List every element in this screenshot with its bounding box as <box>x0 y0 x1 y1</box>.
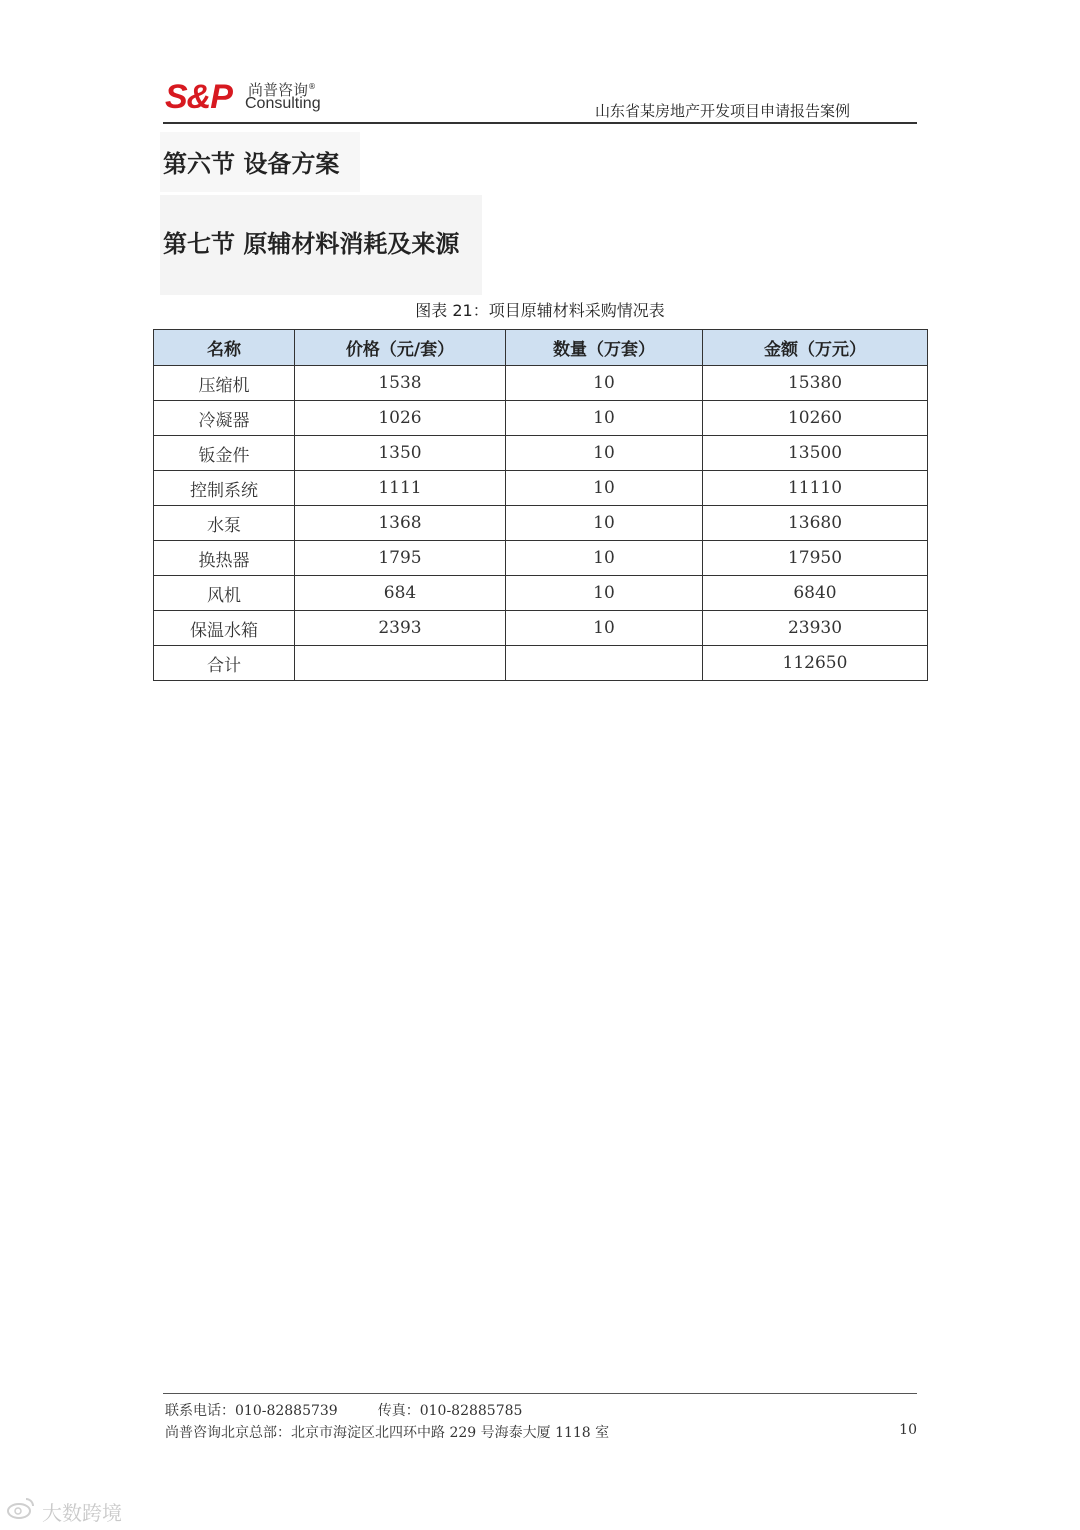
table-row <box>154 576 928 611</box>
registered-mark: ® <box>308 82 317 91</box>
watermark-text: 大数跨境 <box>42 1501 122 1525</box>
table-total-row <box>154 646 928 681</box>
header-quantity: 数量（万套） <box>506 330 703 366</box>
cell-quantity: 10 <box>506 506 703 541</box>
header-name: 名称 <box>154 330 295 366</box>
cell-price: 2393 <box>295 611 506 646</box>
materials-table <box>153 329 928 681</box>
cell-amount: 10260 <box>703 401 928 436</box>
table-header-row <box>154 330 928 366</box>
cell-amount: 11110 <box>703 471 928 506</box>
logo-english-name: Consulting <box>245 95 321 112</box>
cell-quantity: 10 <box>506 366 703 401</box>
table-row <box>154 436 928 471</box>
cell-name: 钣金件 <box>154 436 295 471</box>
header-amount: 金额（万元） <box>703 330 928 366</box>
cell-name: 冷凝器 <box>154 401 295 436</box>
cell-price <box>295 646 506 681</box>
cell-total-label: 合计 <box>154 646 295 681</box>
cell-price: 684 <box>295 576 506 611</box>
table-row <box>154 506 928 541</box>
cell-name: 水泵 <box>154 506 295 541</box>
logo-chinese-text: 尚普咨询 <box>248 81 309 99</box>
header-divider <box>163 122 917 124</box>
cell-quantity: 10 <box>506 576 703 611</box>
cell-amount: 13680 <box>703 506 928 541</box>
footer-phone: 联系电话：010-82885739 <box>165 1403 338 1419</box>
cell-amount: 13500 <box>703 436 928 471</box>
header-price: 价格（元/套） <box>295 330 506 366</box>
cell-quantity: 10 <box>506 471 703 506</box>
cell-quantity: 10 <box>506 401 703 436</box>
cell-price: 1350 <box>295 436 506 471</box>
cell-quantity: 10 <box>506 436 703 471</box>
footer-address: 尚普咨询北京总部：北京市海淀区北四环中路 229 号海泰大厦 1118 室 <box>165 1425 610 1441</box>
cell-price: 1368 <box>295 506 506 541</box>
table-row <box>154 471 928 506</box>
cell-quantity: 10 <box>506 611 703 646</box>
watermark <box>6 1496 122 1526</box>
section-heading-materials: 第七节 原辅材料消耗及来源 <box>163 230 460 258</box>
cell-amount: 6840 <box>703 576 928 611</box>
logo-mark: S&P <box>165 78 232 116</box>
cell-amount: 23930 <box>703 611 928 646</box>
section-heading-equipment: 第六节 设备方案 <box>163 150 340 178</box>
footer-divider <box>163 1393 917 1394</box>
cell-price: 1795 <box>295 541 506 576</box>
cell-price: 1111 <box>295 471 506 506</box>
table-caption: 图表 21：项目原辅材料采购情况表 <box>415 301 665 320</box>
table-row <box>154 611 928 646</box>
cell-amount: 15380 <box>703 366 928 401</box>
cell-name: 控制系统 <box>154 471 295 506</box>
cell-quantity: 10 <box>506 541 703 576</box>
cell-price: 1538 <box>295 366 506 401</box>
cell-name: 压缩机 <box>154 366 295 401</box>
cell-name: 换热器 <box>154 541 295 576</box>
table-row <box>154 541 928 576</box>
cell-name: 风机 <box>154 576 295 611</box>
footer-fax: 传真：010-82885785 <box>377 1403 523 1419</box>
page-number: 10 <box>899 1422 917 1438</box>
table-row <box>154 401 928 436</box>
cell-quantity <box>506 646 703 681</box>
cell-price: 1026 <box>295 401 506 436</box>
weibo-icon <box>6 1496 42 1525</box>
cell-amount: 17950 <box>703 541 928 576</box>
table-row <box>154 366 928 401</box>
cell-total-amount: 112650 <box>703 646 928 681</box>
document-title: 山东省某房地产开发项目申请报告案例 <box>594 102 850 120</box>
footer-contact <box>165 1400 522 1420</box>
cell-name: 保温水箱 <box>154 611 295 646</box>
